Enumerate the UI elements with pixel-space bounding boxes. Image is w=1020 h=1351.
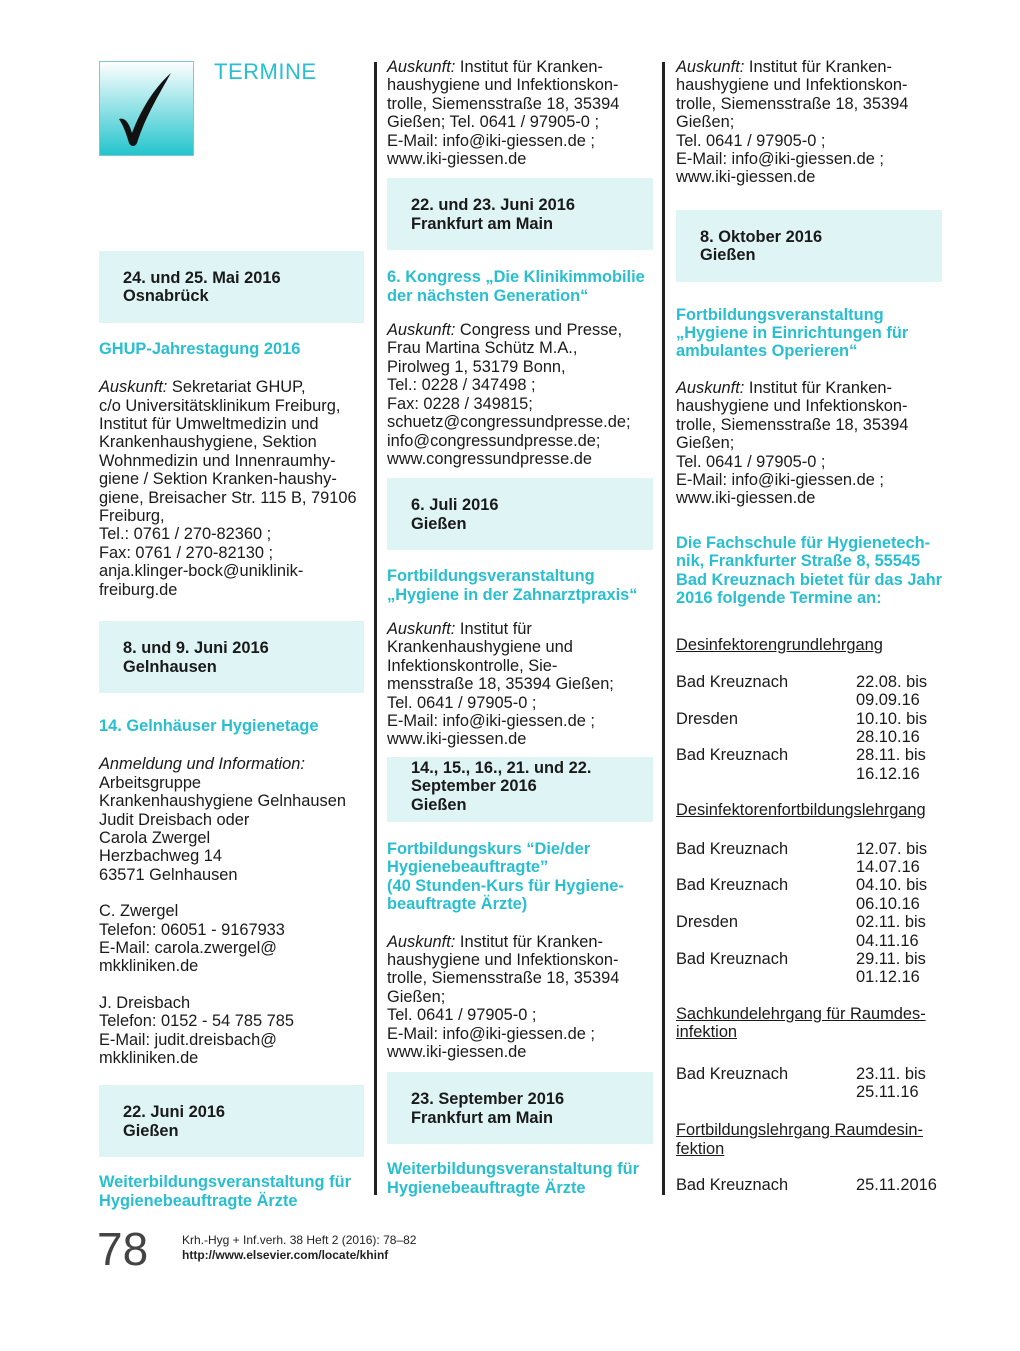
- course-date: 02.11. bis 04.11.16: [856, 913, 926, 950]
- event-date: 14., 15., 16., 21. und 22. September 2016: [411, 758, 592, 796]
- event-date: 23. September 2016: [411, 1090, 565, 1109]
- info-label: Auskunft:: [387, 932, 456, 951]
- journal-citation: Krh.-Hyg + Inf.verh. 38 Heft 2 (2016): 78–82: [182, 1233, 417, 1247]
- event-info: [387, 620, 653, 749]
- course-title: Fortbildungslehrgang Raumdesin- fektion: [676, 1121, 923, 1158]
- event-title: Weiterbildungsveranstaltung für Hygienebeauftragte Ärzte: [99, 1173, 351, 1210]
- event-title: Weiterbildungsveranstaltung für Hygienebeauftragte Ärzte: [387, 1160, 639, 1197]
- info-label: Auskunft:: [99, 378, 168, 397]
- info-text: Congress und Presse, Frau Martina Schütz M.A., Pirolweg 1, 53179 Bonn, Tel.: 0228 / 347498 ; Fax: 0228 / 349815; schuetz@congressundpresse.de; info@congressundpresse.de; www.congressundpresse.de: [387, 321, 631, 468]
- event-title: Fortbildungskurs “Die/der Hygienebeauftragte” (40 Stunden-Kurs für Hygiene- beauftragte Ärzte): [387, 840, 624, 914]
- course-row: [676, 673, 942, 710]
- event-info: [99, 378, 364, 599]
- course-date: 28.11. bis 16.12.16: [856, 746, 926, 783]
- course-row: [676, 876, 942, 913]
- event-city: Gießen: [700, 246, 756, 265]
- course-date: 23.11. bis 25.11.16: [856, 1064, 926, 1102]
- course-city: Dresden: [676, 709, 738, 728]
- info-text: Institut für Krankenhaushygiene und Infektionskontrolle, Sie- mensstraße 18, 35394 Gießen; Tel. 0641 / 97905-0 ; E-Mail: info@iki-giessen.de ; www.iki-giessen.de: [387, 619, 614, 749]
- event-info: [387, 933, 653, 1062]
- column-divider: [662, 62, 665, 1195]
- info-text: Institut für Kranken- haushygiene und Infektionskon- trolle, Siemensstraße 18, 35394 Gießen; Tel. 0641 / 97905-0 ; E-Mail: info@iki-giessen.de ; www.iki-giessen.de: [676, 378, 909, 508]
- event-city: Gießen: [411, 514, 467, 533]
- event-city: Frankfurt am Main: [411, 1108, 554, 1127]
- contact-info: J. Dreisbach Telefon: 0152 - 54 785 785 E-Mail: judit.dreisbach@ mkkliniken.de: [99, 993, 295, 1067]
- course-row: [676, 1065, 942, 1102]
- event-date-box: [387, 178, 653, 250]
- event-title: Fortbildungsveranstaltung „Hygiene in der Zahnarztpraxis“: [387, 567, 638, 604]
- journal-footer: [182, 1233, 416, 1263]
- column-2: [387, 58, 653, 1197]
- course-row: [676, 913, 942, 950]
- page-number: 78: [97, 1223, 149, 1275]
- course-date: 12.07. bis 14.07.16: [856, 839, 928, 876]
- event-city: Osnabrück: [123, 287, 209, 306]
- event-date: 22. Juni 2016: [123, 1103, 226, 1122]
- course-row: [676, 746, 942, 783]
- course-date: 22.08. bis 09.09.16: [856, 672, 928, 710]
- course-city: Bad Kreuznach: [676, 1064, 789, 1083]
- course-title: Sachkundelehrgang für Raumdes- infektion: [676, 1004, 926, 1042]
- info-text: Institut für Kranken- haushygiene und Infektionskon- trolle, Siemensstraße 18, 35394 Gießen; Tel. 0641 / 97905-0 ; E-Mail: info@iki-giessen.de ; www.iki-giessen.de: [676, 58, 909, 187]
- event-date-box: [99, 621, 364, 693]
- event-date-box: [99, 251, 364, 323]
- course-city: Bad Kreuznach: [676, 839, 789, 858]
- event-city: Frankfurt am Main: [411, 214, 554, 233]
- course-city: Bad Kreuznach: [676, 876, 789, 895]
- info-label: Auskunft:: [676, 378, 745, 397]
- course-city: Dresden: [676, 913, 738, 932]
- event-city: Gießen: [123, 1121, 179, 1140]
- info-label: Auskunft:: [676, 58, 745, 76]
- event-date: 8. und 9. Juni 2016: [123, 639, 269, 658]
- course-city: Bad Kreuznach: [676, 950, 789, 969]
- school-title: Die Fachschule für Hygienetech- nik, Frankfurter Straße 8, 55545 Bad Kreuznach bietet für das Jahr 2016 folgende Termine an:: [676, 533, 942, 607]
- info-label-line: [99, 755, 364, 773]
- event-title: Fortbildungsveranstaltung „Hygiene in Einrichtungen für ambulantes Operieren“: [676, 305, 909, 361]
- event-date-box: [387, 478, 653, 550]
- course-city: Bad Kreuznach: [676, 746, 789, 765]
- column-3: [676, 58, 942, 1195]
- event-date: 8. Oktober 2016: [700, 227, 823, 246]
- event-date: 24. und 25. Mai 2016: [123, 269, 281, 287]
- course-title: Desinfektorengrundlehrgang: [676, 636, 883, 655]
- course-city: Bad Kreuznach: [676, 672, 789, 691]
- course-row: [676, 840, 942, 877]
- course-title: Desinfektorenfortbildungslehrgang: [676, 801, 926, 820]
- event-date-box: [387, 757, 653, 822]
- event-info: [676, 379, 942, 508]
- course-row: [676, 950, 942, 987]
- event-date: 22. und 23. Juni 2016: [411, 196, 575, 215]
- course-date: 29.11. bis 01.12.16: [856, 950, 926, 987]
- section-title: TERMINE: [214, 59, 317, 84]
- event-title: GHUP-Jahrestagung 2016: [99, 339, 301, 358]
- course-date: 10.10. bis 28.10.16: [856, 709, 928, 746]
- course-date: 25.11.2016: [856, 1176, 937, 1195]
- info-label: Auskunft:: [387, 619, 456, 638]
- course-row: [676, 710, 942, 747]
- event-date-box: [676, 210, 942, 282]
- event-city: Gelnhausen: [123, 657, 217, 676]
- column-divider: [374, 62, 377, 1195]
- event-date-box: [99, 1085, 364, 1157]
- course-row: [676, 1176, 942, 1194]
- info-text: Arbeitsgruppe Krankenhaushygiene Gelnhausen Judit Dreisbach oder Carola Zwergel Herzbachweg 14 63571 Gelnhausen: [99, 773, 346, 884]
- info-text: Institut für Kranken- haushygiene und Infektionskon- trolle, Siemensstraße 18, 35394 Gießen; Tel. 0641 / 97905-0 ; E-Mail: info@iki-giessen.de ; www.iki-giessen.de: [387, 58, 620, 169]
- event-info: [676, 58, 942, 187]
- event-city: Gießen: [411, 795, 467, 814]
- contact-info: C. Zwergel Telefon: 06051 - 9167933 E-Mail: carola.zwergel@ mkkliniken.de: [99, 902, 285, 976]
- journal-url[interactable]: http://www.elsevier.com/locate/khinf: [182, 1248, 389, 1262]
- event-date: 6. Juli 2016: [411, 496, 499, 515]
- info-text: Sekretariat GHUP, c/o Universitätsklinikum Freiburg, Institut für Umweltmedizin und Krankenhaushygiene, Sektion Wohnmedizin und Innenraumhy- giene / Sektion Kranken-haushy- giene, Breisacher Str. 115 B, 79106 Freiburg, Tel.: 0761 / 270-82360 ; Fax: 0761 / 270-82130 ; anja.klinger-bock@uniklinik- freiburg.de: [99, 378, 357, 599]
- info-text: Institut für Kranken- haushygiene und Infektionskon- trolle, Siemensstraße 18, 35394 Gießen; Tel. 0641 / 97905-0 ; E-Mail: info@iki-giessen.de ; www.iki-giessen.de: [387, 932, 620, 1062]
- course-date: 04.10. bis 06.10.16: [856, 876, 928, 913]
- column-1: [99, 58, 364, 1210]
- info-label: Auskunft:: [387, 58, 456, 76]
- course-city: Bad Kreuznach: [676, 1176, 789, 1195]
- event-title: 6. Kongress „Die Klinikimmobilie der nächsten Generation“: [387, 268, 645, 305]
- info-label: Auskunft:: [387, 321, 456, 340]
- event-info: [387, 58, 653, 168]
- info-label: Anmeldung und Information:: [99, 755, 305, 774]
- event-date-box: [387, 1072, 653, 1144]
- event-info: [387, 321, 653, 468]
- event-title: 14. Gelnhäuser Hygienetage: [99, 716, 319, 735]
